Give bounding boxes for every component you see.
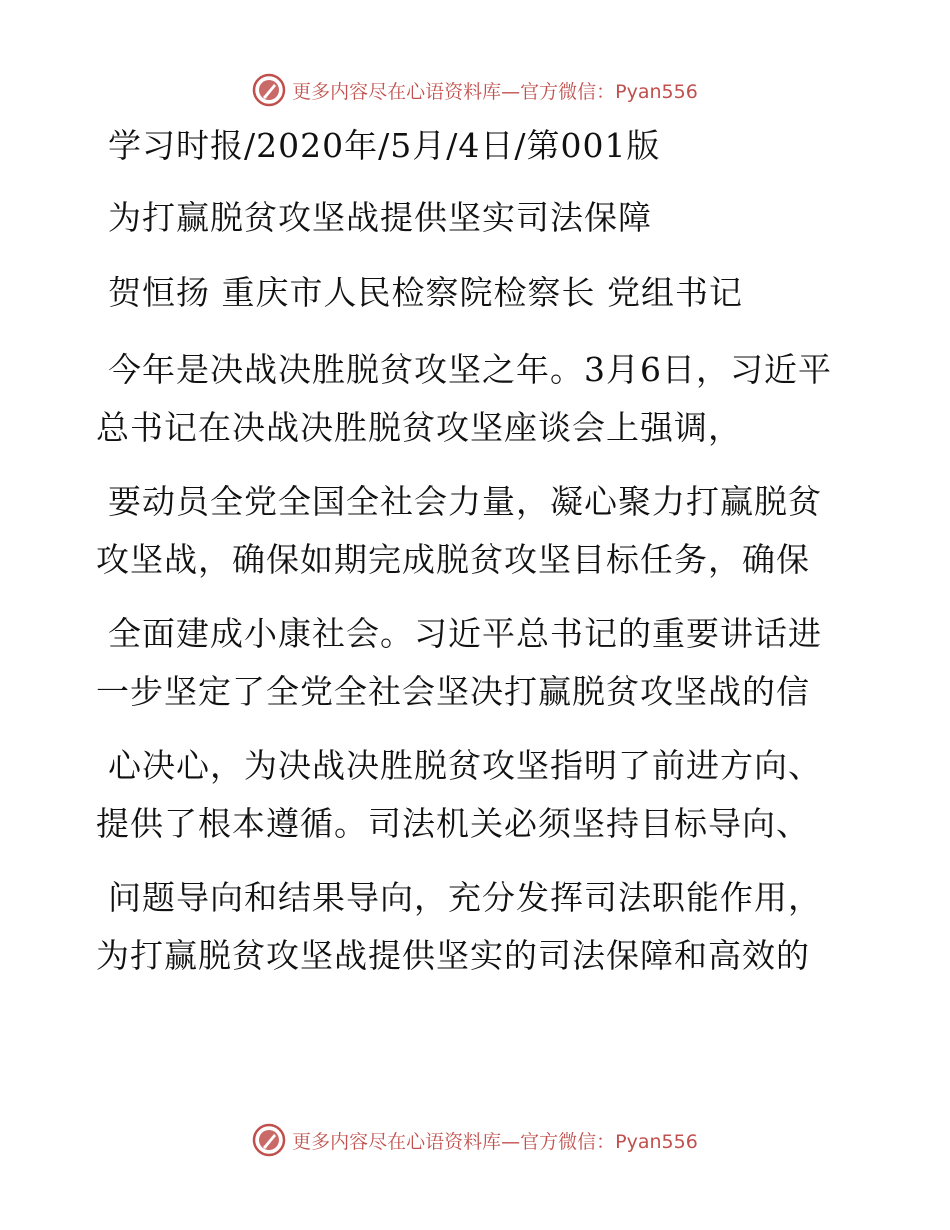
watermark-content: [252, 1123, 698, 1157]
watermark-text: 更多内容尽在心语资料库—官方微信：Pyan556: [292, 80, 698, 103]
body-line: 攻坚战，确保如期完成脱贫攻坚目标任务，确保: [96, 540, 810, 579]
body-line: 问题导向和结果导向，充分发挥司法职能作用，: [108, 878, 822, 917]
body-line: 要动员全党全国全社会力量，凝心聚力打赢脱贫: [108, 482, 822, 521]
pen-nib-logo-icon: [252, 73, 286, 107]
body-line: 提供了根本遵循。司法机关必须坚持目标导向、: [96, 804, 810, 843]
watermark-banner-bottom: [0, 1120, 950, 1160]
masthead: 学习时报/2020年/5月/4日/第001版: [108, 126, 661, 165]
body-line: 总书记在决战决胜脱贫攻坚座谈会上强调，: [96, 408, 742, 447]
watermark-text: 更多内容尽在心语资料库—官方微信：Pyan556: [292, 1130, 698, 1153]
byline: 贺恒扬 重庆市人民检察院检察长 党组书记: [108, 273, 743, 312]
body-line: 心决心，为决战决胜脱贫攻坚指明了前进方向、: [108, 746, 822, 785]
body-line: 为打赢脱贫攻坚战提供坚实的司法保障和高效的: [96, 936, 810, 975]
body-line: 一步坚定了全党全社会坚决打赢脱贫攻坚战的信: [96, 672, 810, 711]
watermark-banner-top: [0, 70, 950, 110]
watermark-content: [252, 73, 698, 107]
body-line: 今年是决战决胜脱贫攻坚之年。3月6日，习近平: [108, 350, 832, 389]
body-line: 全面建成小康社会。习近平总书记的重要讲话进: [108, 614, 822, 653]
pen-nib-logo-icon: [252, 1123, 286, 1157]
article-title: 为打赢脱贫攻坚战提供坚实司法保障: [108, 198, 652, 237]
